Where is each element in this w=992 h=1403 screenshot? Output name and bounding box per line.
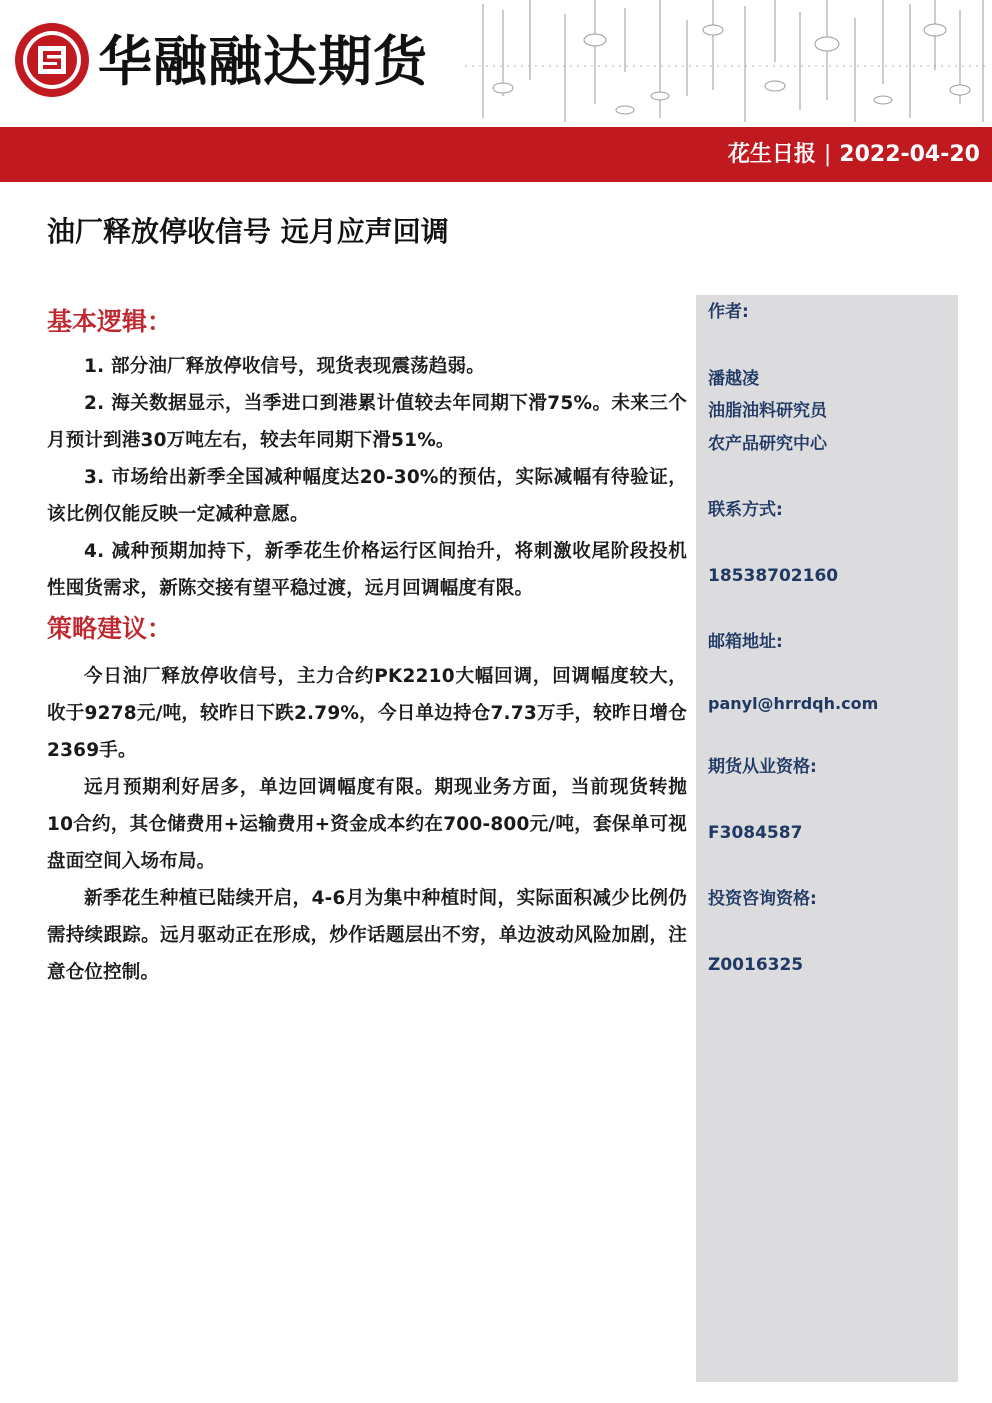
email-label: 邮箱地址: (708, 632, 783, 652)
main-content (47, 300, 687, 991)
strategy-paragraph: 远月预期利好居多，单边回调幅度有限。期现业务方面，当前现货转抛10合约，其仓储费用+运输费用+资金成本约在700-800元/吨，套保单可视盘面空间入场布局。 (47, 777, 687, 872)
report-type: 花生日报 (727, 142, 816, 167)
report-title: 油厂释放停收信号 远月应声回调 (47, 215, 449, 248)
futures-qualification-number: F3084587 (708, 823, 803, 843)
author-label: 作者: (708, 302, 749, 322)
author-department: 农产品研究中心 (708, 434, 827, 454)
report-separator: | (823, 142, 832, 167)
report-label (728, 127, 980, 182)
logic-paragraph: 4. 减种预期加持下，新季花生价格运行区间抬升，将刺激收尾阶段投机性囤货需求，新陈交接有望平稳过渡，远月回调幅度有限。 (47, 541, 687, 599)
author-name: 潘越凌 (708, 369, 759, 389)
email-address[interactable]: panyl@hrrdqh.com (708, 694, 879, 713)
report-banner (0, 127, 992, 182)
author-title: 油脂油料研究员 (708, 401, 827, 421)
company-logo-icon (12, 20, 92, 100)
report-header (0, 0, 992, 184)
report-date: 2022-04-20 (839, 142, 980, 167)
strategy-paragraph: 今日油厂释放停收信号，主力合约PK2210大幅回调，回调幅度较大，收于9278元/吨，较昨日下跌2.79%，今日单边持仓7.73万手，较昨日增仓2369手。 (47, 666, 687, 761)
advisory-qualification-label: 投资咨询资格: (708, 889, 817, 909)
contact-label: 联系方式: (708, 500, 783, 520)
contact-phone: 18538702160 (708, 566, 839, 586)
futures-qualification-label: 期货从业资格: (708, 757, 817, 777)
advisory-qualification-number: Z0016325 (708, 955, 804, 975)
author-sidebar (696, 295, 958, 1382)
section-heading-strategy: 策略建议： (47, 614, 173, 643)
strategy-paragraph: 新季花生种植已陆续开启，4-6月为集中种植时间，实际面积减少比例仍需持续跟踪。远月驱动正在形成，炒作话题层出不穷，单边波动风险加剧，注意仓位控制。 (47, 888, 687, 983)
decorative-line-pattern (455, 0, 992, 126)
logic-paragraph: 1. 部分油厂释放停收信号，现货表现震荡趋弱。 (84, 356, 485, 377)
logic-paragraph: 3. 市场给出新季全国减种幅度达20-30%的预估，实际减幅有待验证，该比例仅能反映一定减种意愿。 (47, 467, 687, 525)
brand-name: 华融融达期货 (98, 30, 428, 93)
logic-paragraph: 2. 海关数据显示，当季进口到港累计值较去年同期下滑75%。未来三个月预计到港30万吨左右，较去年同期下滑51%。 (47, 393, 687, 451)
section-heading-basic-logic: 基本逻辑： (47, 307, 173, 336)
